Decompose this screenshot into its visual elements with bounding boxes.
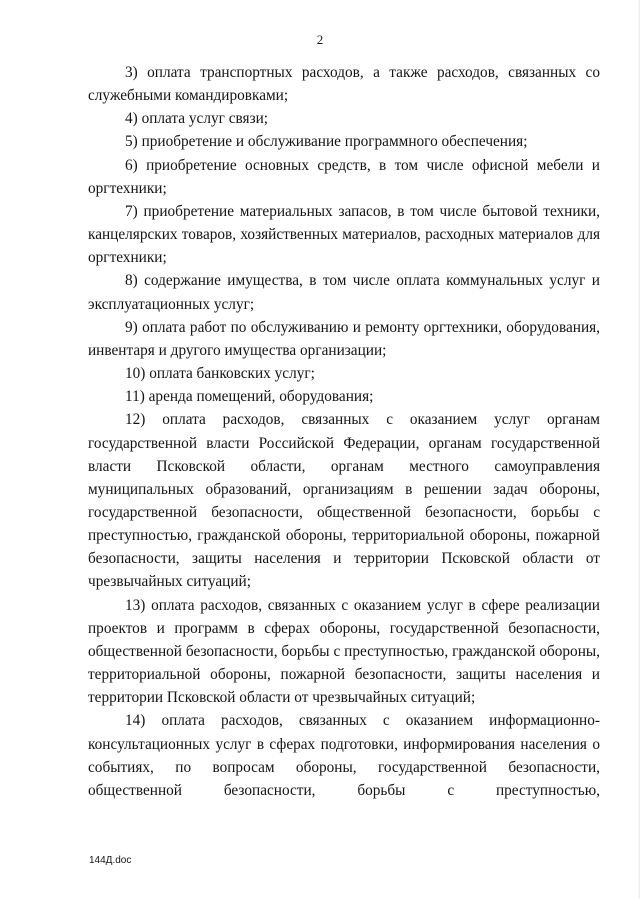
paragraph-item-8: 8) содержание имущества, в том числе оплата коммунальных услуг и эксплуатационных услуг; bbox=[88, 272, 600, 313]
paragraph-item-10: 10) оплата банковских услуг; bbox=[125, 365, 315, 383]
paragraph-item-13: 13) оплата расходов, связанных с оказанием услуг в сфере реализации проектов и программ в сферах обороны, государственной безопасности, общественной безопасности, борьбы с преступностью, гражданской обороны, территориальной обороны, пожарной безопасности, защиты населения и территории Псковской области от чрезвычайных ситуаций; bbox=[88, 596, 600, 707]
paragraph-item-3: 3) оплата транспортных расходов, а также расходов, связанных со служебными командировками; bbox=[88, 64, 600, 105]
paragraph-item-4: 4) оплата услуг связи; bbox=[125, 110, 269, 128]
footer-filename: 144Д.doc bbox=[89, 855, 132, 866]
page-number: 2 bbox=[316, 32, 324, 47]
paragraph-item-6: 6) приобретение основных средств, в том числе офисной мебели и оргтехники; bbox=[88, 156, 600, 197]
paragraph-item-14: 14) оплата расходов, связанных с оказанием информационно-консультационных услуг в сферах подготовки, информирования населения о событиях, по вопросам обороны, государственной безопасности, общественной безопасности, борьбы с преступностью, bbox=[88, 712, 600, 799]
document-body bbox=[88, 61, 600, 802]
paragraph-item-9: 9) оплата работ по обслуживанию и ремонту оргтехники, оборудования, инвентаря и другого имущества организации; bbox=[88, 318, 600, 359]
paragraph-item-7: 7) приобретение материальных запасов, в том числе бытовой техники, канцелярских товаров, хозяйственных материалов, расходных материалов для оргтехники; bbox=[88, 202, 600, 267]
paragraph-item-5: 5) приобретение и обслуживание программного обеспечения; bbox=[125, 133, 528, 151]
paragraph-item-12: 12) оплата расходов, связанных с оказанием услуг органам государственной власти Российской Федерации, органам государственной власти Псковской области, органам местного самоуправления муниципальных образований, организациям в решении задач обороны, государственной безопасности, общественной безопасности, борьбы с преступностью, гражданской обороны, территориальной обороны, пожарной безопасности, защиты населения и территории Псковской области от чрезвычайных ситуаций; bbox=[88, 411, 600, 591]
paragraph-item-11: 11) аренда помещений, оборудования; bbox=[125, 388, 374, 406]
